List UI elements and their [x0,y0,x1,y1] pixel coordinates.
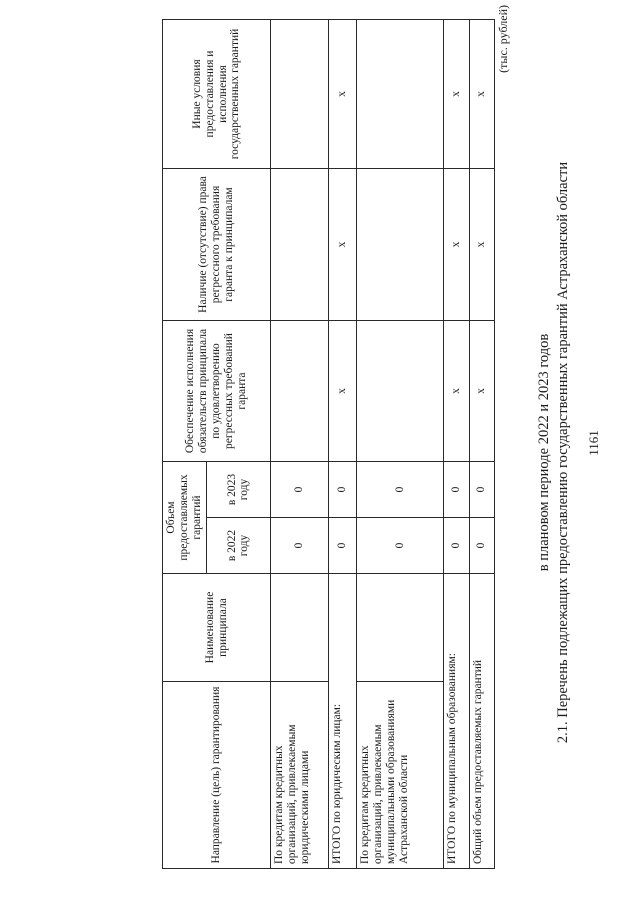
header-regress: Наличие (отсутствие) права регрессного требования гаранта к принципалам [163,169,271,321]
row-collateral [271,321,329,462]
grand-total-other: х [469,20,494,169]
header-volume: Объем предоставляемых гарантий [163,462,207,574]
table-row [271,20,329,869]
row-other [271,20,329,169]
row-direction: По кредитам кредитных организаций, привлекаемым муниципальными образованиями Астраханской области [357,682,443,869]
header-direction: Направление (цель) гарантирования [163,682,271,869]
header-other-conditions: Иные условия предоставления и исполнения государственных гарантий [163,20,271,169]
document-subtitle: в плановом периоде 2022 и 2023 годов [536,333,552,572]
total-row [329,20,357,869]
total-regress: х [329,169,357,321]
row-direction: По кредитам кредитных организаций, привлекаемым юридическими лицами [271,682,329,869]
page-number: 1161 [586,430,601,456]
guarantees-table [162,19,495,869]
grand-total-regress: х [469,169,494,321]
total-label: ИТОГО по юридическим лицам: [329,574,357,869]
row-value-2022: 0 [271,518,329,574]
row-principal [357,574,443,682]
document-title: 2.1. Перечень подлежащих предоставлению государственных гарантий Астраханской области [555,161,571,744]
row-other [357,20,443,169]
grand-total-row [469,20,494,869]
row-value-2023: 0 [271,462,329,518]
header-row [163,20,207,869]
grand-total-value-2023: 0 [469,462,494,518]
total-label: ИТОГО по муниципальным образованиям: [443,574,469,869]
units-note: (тыс. рублей) [496,5,510,73]
row-principal [271,574,329,682]
row-regress [357,169,443,321]
header-collateral: Обеспечение исполнения обязательств принципала по удовлетворению регрессных требований гаранта [163,321,271,462]
row-collateral [357,321,443,462]
total-collateral: х [443,321,469,462]
row-value-2023: 0 [357,462,443,518]
total-other: х [443,20,469,169]
header-year-2023: в 2023 году [206,462,270,518]
total-value-2023: 0 [443,462,469,518]
row-value-2022: 0 [357,518,443,574]
grand-total-collateral: х [469,321,494,462]
grand-total-value-2022: 0 [469,518,494,574]
total-value-2022: 0 [329,518,357,574]
total-row [443,20,469,869]
total-value-2022: 0 [443,518,469,574]
table-row [357,20,443,869]
header-year-2022: в 2022 году [206,518,270,574]
total-collateral: х [329,321,357,462]
total-other: х [329,20,357,169]
header-principal: Наименование принципала [163,574,271,682]
row-regress [271,169,329,321]
total-value-2023: 0 [329,462,357,518]
grand-total-label: Общий объем предоставляемых гарантий [469,574,494,869]
total-regress: х [443,169,469,321]
